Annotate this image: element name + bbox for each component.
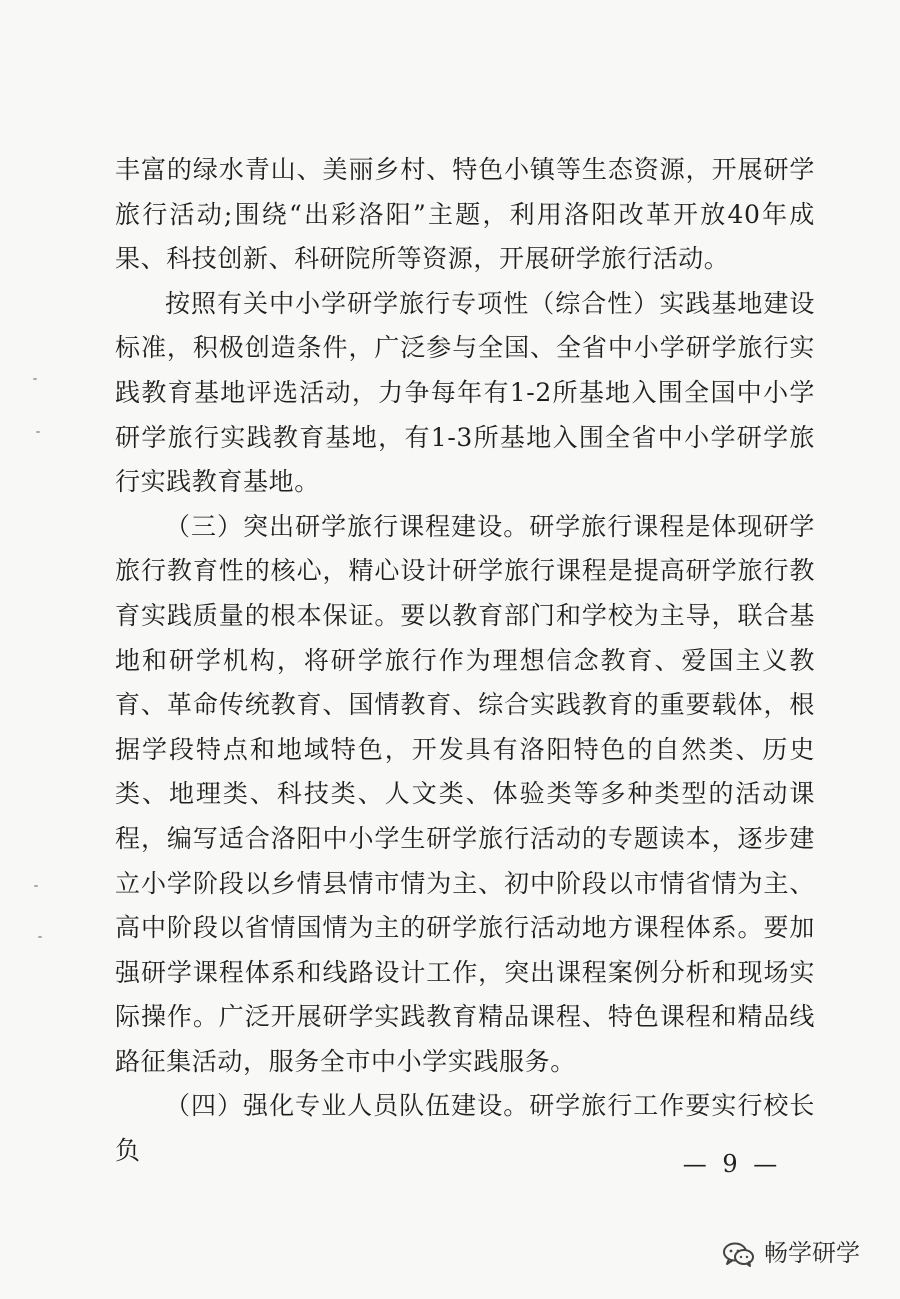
margin-mark: [33, 378, 37, 380]
paragraph-curriculum-construction: （三）突出研学旅行课程建设。研学旅行课程是体现研学旅行教育性的核心，精心设计研学旅行课程是提高研学旅行教育实践质量的根本保证。要以教育部门和学校为主导，联合基地和研学机构，将研学旅行作为理想信念教育、爱国主义教育、革命传统教育、国情教育、综合实践教育的重要载体，根据学段特点和地域特色，开发具有洛阳特色的自然类、历史类、地理类、科技类、人文类、体验类等多种类型的活动课程，编写适合洛阳中小学生研学旅行活动的专题读本，逐步建立小学阶段以乡情县情市情为主、初中阶段以市情省情为主、高中阶段以省情国情为主的研学旅行活动地方课程体系。要加强研学课程体系和线路设计工作，突出课程案例分析和现场实际操作。广泛开展研学实践教育精品课程、特色课程和精品线路征集活动，服务全市中小学实践服务。: [115, 511, 815, 1076]
margin-mark: [34, 885, 38, 887]
margin-mark: [36, 431, 40, 433]
account-watermark: [722, 1237, 860, 1271]
paragraph-staff-construction: （四）强化专业人员队伍建设。研学旅行工作要实行校长负: [115, 1091, 815, 1166]
margin-mark: [38, 936, 42, 938]
watermark-text: 畅学研学: [764, 1240, 860, 1267]
page-number: — 9 —: [682, 1150, 782, 1178]
paragraph-continued: 丰富的绿水青山、美丽乡村、特色小镇等生态资源，开展研学旅行活动;围绕“出彩洛阳”主题，利用洛阳改革开放40年成果、科技创新、科研院所等资源，开展研学旅行活动。: [115, 155, 815, 274]
paragraph-base-standards: 按照有关中小学研学旅行专项性（综合性）实践基地建设标准，积极创造条件，广泛参与全国、全省中小学研学旅行实践教育基地评选活动，力争每年有1-2所基地入围全国中小学研学旅行实践教育基地，有1-3所基地入围全省中小学研学旅行实践教育基地。: [115, 288, 815, 497]
wechat-icon: [722, 1240, 756, 1268]
document-body: [115, 148, 815, 1174]
